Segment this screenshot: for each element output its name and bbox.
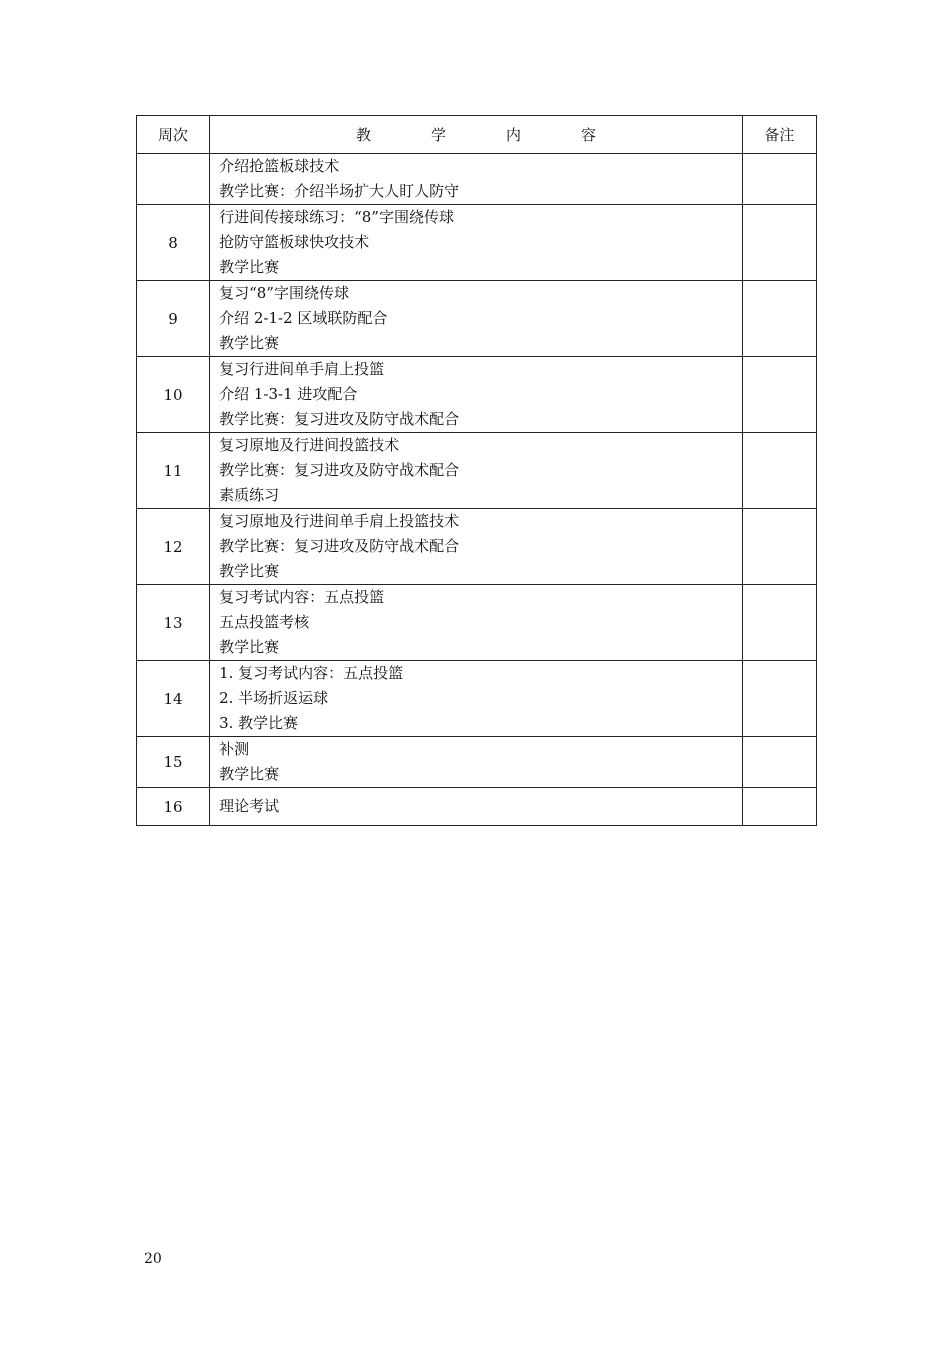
content-line: 教学比赛 [219,562,280,580]
content-cell [210,281,743,357]
header-content-char: 教 [355,126,371,144]
content-line: 介绍 1-3-1 进攻配合 [219,385,358,403]
content-line: 教学比赛 [219,258,280,276]
content-line: 介绍 2-1-2 区域联防配合 [219,309,388,327]
table-row [137,737,817,788]
week-cell: 14 [137,661,210,737]
content-line: 1. 复习考试内容：五点投篮 [219,664,404,682]
content-cell [210,737,743,788]
table-row [137,788,817,826]
header-content-char: 容 [581,126,597,144]
content-line: 五点投篮考核 [219,613,310,631]
content-line: 素质练习 [219,486,280,504]
content-cell [210,585,743,661]
table-row [137,154,817,205]
note-cell [742,788,816,826]
note-cell [742,281,816,357]
table-header-row [137,116,817,154]
content-line: 复习考试内容：五点投篮 [219,588,385,606]
table-row [137,281,817,357]
schedule-table [136,115,817,826]
content-line: 复习“8”字围绕传球 [219,284,349,302]
week-cell: 16 [137,788,210,826]
header-week: 周次 [137,116,210,154]
content-line: 2. 半场折返运球 [219,689,329,707]
content-line: 行进间传接球练习：“8”字围绕传球 [219,208,454,226]
header-content-char: 学 [430,126,446,144]
table-row [137,661,817,737]
content-cell [210,433,743,509]
content-line: 教学比赛 [219,334,280,352]
table-body [137,154,817,826]
note-cell [742,661,816,737]
content-cell [210,205,743,281]
week-cell: 13 [137,585,210,661]
content-line: 教学比赛：复习进攻及防守战术配合 [219,537,460,555]
note-cell [742,737,816,788]
week-cell: 10 [137,357,210,433]
header-note: 备注 [742,116,816,154]
note-cell [742,433,816,509]
table-row [137,433,817,509]
week-cell [137,154,210,205]
week-cell: 9 [137,281,210,357]
note-cell [742,205,816,281]
note-cell [742,154,816,205]
note-cell [742,585,816,661]
content-line: 3. 教学比赛 [219,714,299,732]
content-line: 补测 [219,740,250,758]
content-line: 教学比赛 [219,765,280,783]
week-cell: 15 [137,737,210,788]
table-row [137,357,817,433]
content-line: 教学比赛 [219,638,280,656]
content-line: 复习原地及行进间单手肩上投篮技术 [219,512,460,530]
page-number: 20 [144,1251,162,1267]
content-line: 抢防守篮板球快攻技术 [219,233,370,251]
table-row [137,509,817,585]
week-cell: 11 [137,433,210,509]
content-line: 教学比赛：介绍半场扩大人盯人防守 [219,182,460,200]
table-row [137,205,817,281]
content-line: 教学比赛：复习进攻及防守战术配合 [219,410,460,428]
note-cell [742,509,816,585]
content-cell [210,357,743,433]
content-cell [210,154,743,205]
content-cell [210,661,743,737]
table-row [137,585,817,661]
content-cell [210,509,743,585]
header-content-char: 内 [505,126,521,144]
content-line: 教学比赛：复习进攻及防守战术配合 [219,461,460,479]
note-cell [742,357,816,433]
content-line: 复习行进间单手肩上投篮 [219,360,385,378]
content-line: 复习原地及行进间投篮技术 [219,436,400,454]
content-line: 介绍抢篮板球技术 [219,157,340,175]
content-cell [210,788,743,826]
content-line: 理论考试 [219,797,280,815]
week-cell: 12 [137,509,210,585]
header-content [210,116,743,154]
week-cell: 8 [137,205,210,281]
